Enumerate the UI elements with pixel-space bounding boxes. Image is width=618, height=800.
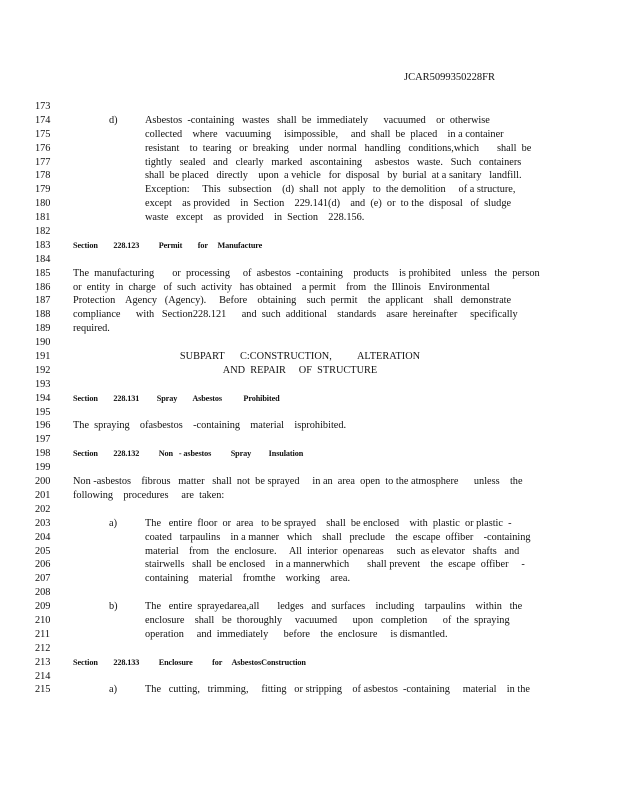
line-number: 195 [35,406,51,418]
document-line [0,461,618,475]
list-marker: a) [109,517,117,529]
document-line [0,545,618,559]
document-line [0,169,618,183]
document-line [0,114,618,128]
document-line [0,142,618,156]
line-number: 204 [35,531,51,543]
line-text: collected where vacuuming isimpossible, and shall be placed in a container [145,128,504,140]
document-line [0,253,618,267]
line-number: 179 [35,184,51,196]
line-text: Asbestos -containing wastes shall be immediately vacuumed or otherwise [145,114,490,126]
list-marker: d) [109,114,118,126]
document-line [0,558,618,572]
document-line [0,100,618,114]
line-number: 199 [35,462,51,474]
document-line [0,211,618,225]
line-text: compliance with Section228.121 and such additional standards asare hereinafter specifically [73,309,518,321]
section-heading: Section 228.132 Non - asbestos Spray Insulation [73,449,304,459]
line-number: 215 [35,684,51,696]
document-line [0,614,618,628]
line-number: 200 [35,476,51,488]
document-line [0,267,618,281]
document-line [0,406,618,420]
document-line [0,489,618,503]
subpart-title: AND REPAIR OF STRUCTURE [222,364,378,376]
line-text: enclosure shall be thoroughly vacuumed upon completion of the spraying [145,614,510,626]
line-number: 205 [35,545,51,557]
line-text: containing material fromthe working area. [145,573,351,585]
line-number: 213 [35,656,51,668]
line-text: tightly sealed and clearly marked ascontaining asbestos waste. Such containers [145,156,522,168]
line-number: 189 [35,323,51,335]
line-number: 183 [35,239,51,251]
line-text: The spraying ofasbestos -containing material isprohibited. [73,420,347,432]
line-number: 212 [35,642,51,654]
line-text: required. [73,323,110,335]
section-heading: Section 228.133 Enclosure for AsbestosConstruction [73,657,306,667]
document-line [0,197,618,211]
line-number: 208 [35,587,51,599]
document-line [0,239,618,253]
line-text: Protection Agency (Agency). Before obtaining such permit the applicant shall demonstrate [73,295,512,307]
line-text: stairwells shall be enclosed in a mannerwhich shall prevent the escape offiber - [145,559,525,571]
document-line [0,642,618,656]
line-number: 191 [35,351,51,363]
line-number: 194 [35,392,51,404]
document-line [0,683,618,697]
document-line [0,281,618,295]
line-text: or entity in charge of such activity has obtained a permit from the Illinois Environmental [73,281,490,293]
document-line [0,392,618,406]
line-number: 190 [35,337,51,349]
document-line [0,183,618,197]
document-code: JCAR5099350228FR [404,72,496,83]
document-line [0,628,618,642]
line-number: 187 [35,295,51,307]
line-number: 184 [35,253,51,265]
document-line [0,378,618,392]
line-text: following procedures are taken: [73,489,225,501]
line-number: 178 [35,170,51,182]
document-line [0,656,618,670]
line-number: 174 [35,114,51,126]
line-number: 196 [35,420,51,432]
line-number: 214 [35,670,51,682]
document-line [0,433,618,447]
line-text: The entire floor or area to be sprayed shall be enclosed with plastic or plastic - [145,517,512,529]
line-text: The entire sprayedarea,all ledges and surfaces including tarpaulins within the [145,601,523,613]
document-line [0,670,618,684]
line-text: shall be placed directly upon a vehicle for disposal by burial at a sanitary landfill. [145,170,522,182]
document-line [0,322,618,336]
line-number: 211 [35,628,51,640]
subpart-title: SUBPART C:CONSTRUCTION, ALTERATION [179,351,421,363]
line-number: 180 [35,198,51,210]
document-line [0,225,618,239]
line-text: resistant to tearing or breaking under normal handling conditions,which shall be [145,142,532,154]
line-number: 181 [35,212,51,224]
document-line [0,336,618,350]
line-text: except as provided in Section 229.141(d) and (e) or to the disposal of sludge [145,198,512,210]
document-line [0,156,618,170]
line-text: Non -asbestos fibrous matter shall not be sprayed in an area open to the atmosphere unless the [73,476,523,488]
document-line [0,447,618,461]
line-number: 209 [35,601,51,613]
document-body [0,100,618,697]
document-line [0,128,618,142]
line-text: The manufacturing or processing of asbestos -containing products is prohibited unless the person [73,267,540,279]
line-number: 202 [35,503,51,515]
line-number: 177 [35,156,51,168]
document-line [0,419,618,433]
section-heading: Section 228.123 Permit for Manufacture [73,240,263,250]
line-number: 182 [35,226,51,238]
document-line [0,517,618,531]
line-number: 192 [35,364,51,376]
line-number: 206 [35,559,51,571]
line-text: The cutting, trimming, fitting or stripping of asbestos -containing material in the [145,684,530,696]
document-line [0,503,618,517]
document-line [0,294,618,308]
document-line [0,475,618,489]
list-marker: b) [109,601,118,613]
line-number: 186 [35,281,51,293]
document-line [0,364,618,378]
line-number: 175 [35,128,51,140]
line-text: Exception: This subsection (d) shall not apply to the demolition of a structure, [145,184,516,196]
document-line [0,600,618,614]
document-line [0,308,618,322]
line-number: 176 [35,142,51,154]
line-number: 173 [35,101,51,112]
line-text: operation and immediately before the enclosure is dismantled. [145,628,448,640]
document-line [0,586,618,600]
line-number: 198 [35,448,51,460]
line-text: material from the enclosure. All interior openareas such as elevator shafts and [145,545,520,557]
line-number: 201 [35,489,51,501]
line-number: 207 [35,573,51,585]
line-text: coated tarpaulins in a manner which shall preclude the escape offiber -containing [145,531,531,543]
line-number: 203 [35,517,51,529]
line-number: 197 [35,434,51,446]
list-marker: a) [109,684,117,696]
document-line [0,350,618,364]
line-number: 185 [35,267,51,279]
document-line [0,531,618,545]
line-number: 210 [35,614,51,626]
line-text: waste except as provided in Section 228.156. [145,212,365,224]
line-number: 188 [35,309,51,321]
line-number: 193 [35,378,51,390]
section-heading: Section 228.131 Spray Asbestos Prohibited [73,393,280,403]
document-line [0,572,618,586]
